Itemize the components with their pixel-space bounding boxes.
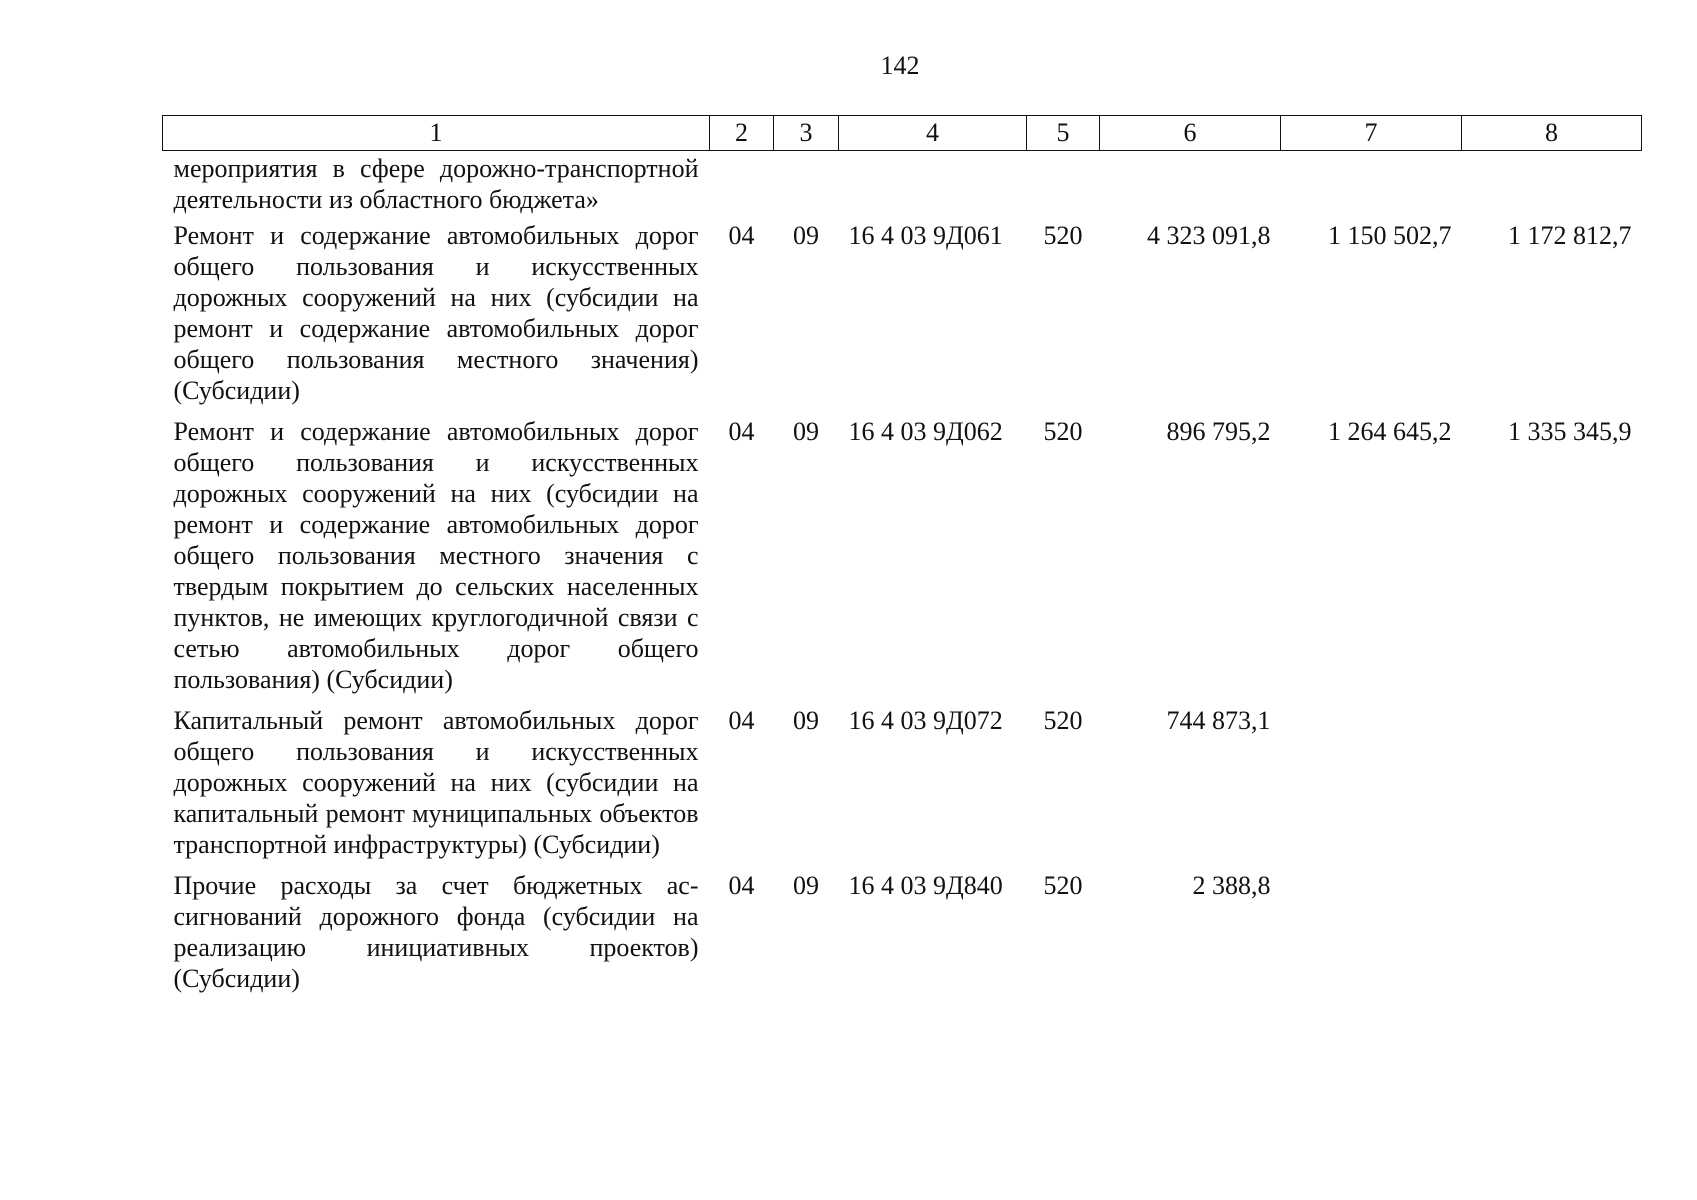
row-amount-8: 1 335 345,9	[1508, 417, 1632, 446]
row-amount-6: 896 795,2	[1166, 417, 1271, 446]
row-amount-6	[1100, 151, 1281, 221]
table-row	[163, 220, 1642, 416]
row-subsection	[774, 151, 839, 221]
row-name: мероприятия в сфере дорожно-транспортной деятельности из областного бюджета»	[173, 154, 699, 214]
column-header-2: 2	[710, 116, 774, 151]
row-expense-type: 520	[1043, 706, 1083, 735]
row-name: Капитальный ремонт автомобильных дорог общего пользования и искусственных дорожных сооружений на них (субсидии на капитальный ремонт муниципальных объектов транспортной инфраструктуры) (Субсидии)	[173, 706, 699, 859]
row-expense-type: 520	[1043, 871, 1083, 900]
row-amount-6: 4 323 091,8	[1147, 221, 1271, 250]
row-amount-6: 2 388,8	[1192, 871, 1271, 900]
row-amount-7: 1 150 502,7	[1328, 221, 1452, 250]
row-amount-6: 744 873,1	[1166, 706, 1271, 735]
row-target-article: 16 4 03 9Д062	[848, 417, 1003, 446]
row-subsection: 09	[793, 221, 819, 250]
row-subsection: 09	[793, 706, 819, 735]
row-expense-type: 520	[1043, 417, 1083, 446]
column-header-8: 8	[1462, 116, 1642, 151]
row-amount-8: 1 172 812,7	[1508, 221, 1632, 250]
row-target-article: 16 4 03 9Д840	[848, 871, 1003, 900]
row-expense-type: 520	[1043, 221, 1083, 250]
row-section: 04	[728, 871, 755, 900]
row-section: 04	[728, 706, 755, 735]
row-target-article: 16 4 03 9Д061	[848, 221, 1003, 250]
column-header-4: 4	[839, 116, 1027, 151]
table-row	[163, 705, 1642, 870]
column-header-5: 5	[1027, 116, 1100, 151]
page-number: 142	[880, 51, 920, 80]
row-name: Ремонт и содержание автомобильных дорог общего пользования и искусственных дорожных сооружений на них (субсидии на ремонт и содержание автомобильных дорог общего пользования местного значения с твердым покрытием до сельских населенных пунктов, не имеющих круглогодичной связи с сетью автомобильных дорог общего пользования) (Субсидии)	[173, 417, 699, 694]
row-amount-8	[1462, 151, 1642, 221]
table-row	[163, 870, 1642, 1004]
table-row	[163, 151, 1642, 221]
column-header-7: 7	[1281, 116, 1462, 151]
row-section	[710, 151, 774, 221]
row-name: Ремонт и содержание автомобильных дорог общего пользования и искусственных дорожных сооружений на них (субсидии на ремонт и содержание автомобильных дорог общего пользования местного значения) (Субсидии)	[173, 221, 699, 405]
row-section: 04	[728, 221, 755, 250]
row-target-article: 16 4 03 9Д072	[848, 706, 1003, 735]
column-header-6: 6	[1100, 116, 1281, 151]
table-header-row	[163, 116, 1642, 151]
column-header-1: 1	[163, 116, 710, 151]
row-amount-7: 1 264 645,2	[1328, 417, 1452, 446]
row-amount-7	[1281, 705, 1462, 870]
row-amount-7	[1281, 870, 1462, 1004]
table-row	[163, 416, 1642, 705]
row-amount-8	[1462, 705, 1642, 870]
column-header-3: 3	[774, 116, 839, 151]
row-expense-type	[1027, 151, 1100, 221]
row-amount-8	[1462, 870, 1642, 1004]
row-amount-7	[1281, 151, 1462, 221]
budget-table	[162, 115, 1642, 1004]
row-subsection: 09	[793, 871, 819, 900]
row-target-article	[839, 151, 1027, 221]
row-section: 04	[728, 417, 755, 446]
row-name: Прочие расходы за счет бюджетных ассигнований дорожного фонда (субсидии на реализацию инициативных проектов) (Субсидии)	[173, 871, 699, 993]
row-subsection: 09	[793, 417, 819, 446]
